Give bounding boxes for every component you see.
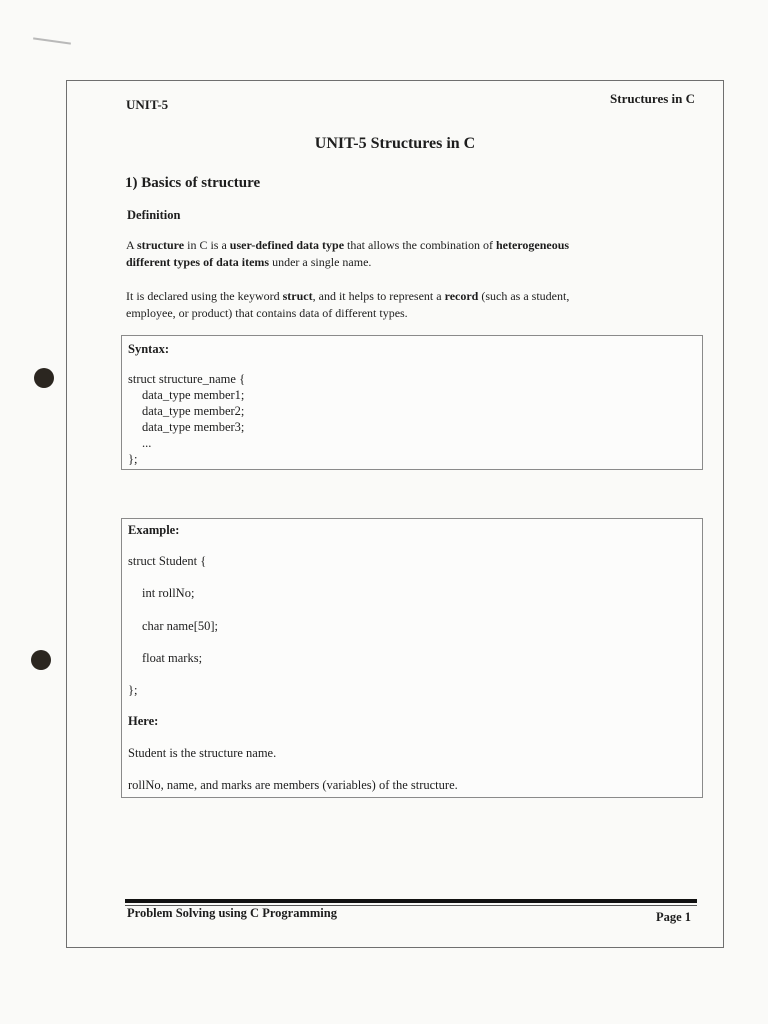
paragraph-bold-text: heterogeneous bbox=[495, 238, 570, 252]
code-line: char name[50]; bbox=[142, 619, 219, 633]
page-number: Page 1 bbox=[655, 910, 691, 924]
code-line: float marks; bbox=[142, 651, 203, 665]
example-box bbox=[121, 518, 703, 798]
note-line: Student is the structure name. bbox=[128, 746, 277, 760]
paragraph-text: It is declared using the keyword bbox=[126, 289, 283, 303]
paragraph-text: employee, or product) that contains data of different types. bbox=[126, 306, 408, 320]
definition-paragraph bbox=[126, 237, 686, 271]
paragraph-text: (such as a student, bbox=[478, 289, 570, 303]
paragraph-bold-text: different types of data items bbox=[126, 255, 270, 269]
code-line: ... bbox=[142, 436, 152, 450]
code-line: }; bbox=[128, 683, 138, 697]
paragraph-bold-text: user-defined data type bbox=[229, 238, 345, 252]
syntax-box bbox=[121, 335, 703, 470]
code-line: struct structure_name { bbox=[128, 372, 246, 386]
paragraph-text: A bbox=[126, 238, 138, 252]
footer-course-title: Problem Solving using C Programming bbox=[127, 906, 337, 920]
section-heading: 1) Basics of structure bbox=[125, 175, 261, 191]
paragraph-text: in C is a bbox=[184, 238, 230, 252]
header-unit-label: UNIT-5 bbox=[126, 97, 169, 112]
note-line: rollNo, name, and marks are members (variables) of the structure. bbox=[128, 778, 458, 792]
page-frame bbox=[66, 80, 724, 948]
header-topic-label: Structures in C bbox=[610, 91, 695, 106]
code-line: }; bbox=[128, 452, 138, 466]
example-label: Example: bbox=[128, 523, 180, 537]
syntax-label: Syntax: bbox=[128, 342, 169, 356]
code-line: data_type member2; bbox=[142, 404, 245, 418]
paragraph-text: , and it helps to represent a bbox=[312, 289, 445, 303]
paragraph-bold-text: structure bbox=[137, 238, 185, 252]
binder-hole-top bbox=[34, 368, 54, 388]
code-line: int rollNo; bbox=[142, 586, 195, 600]
paragraph-text: that allows the combination of bbox=[344, 238, 496, 252]
paper-mark bbox=[33, 37, 71, 44]
code-line: struct Student { bbox=[128, 554, 207, 568]
definition-heading: Definition bbox=[127, 208, 181, 222]
paragraph-bold-text: record bbox=[444, 289, 479, 303]
footer-divider bbox=[125, 899, 697, 903]
code-line: data_type member3; bbox=[142, 420, 245, 434]
page-title: UNIT-5 Structures in C bbox=[314, 135, 476, 152]
paragraph-text: under a single name. bbox=[269, 255, 372, 269]
here-label: Here: bbox=[128, 714, 159, 728]
code-line: data_type member1; bbox=[142, 388, 245, 402]
paragraph-bold-text: struct bbox=[282, 289, 313, 303]
binder-hole-bottom bbox=[31, 650, 51, 670]
declaration-paragraph bbox=[126, 288, 686, 322]
